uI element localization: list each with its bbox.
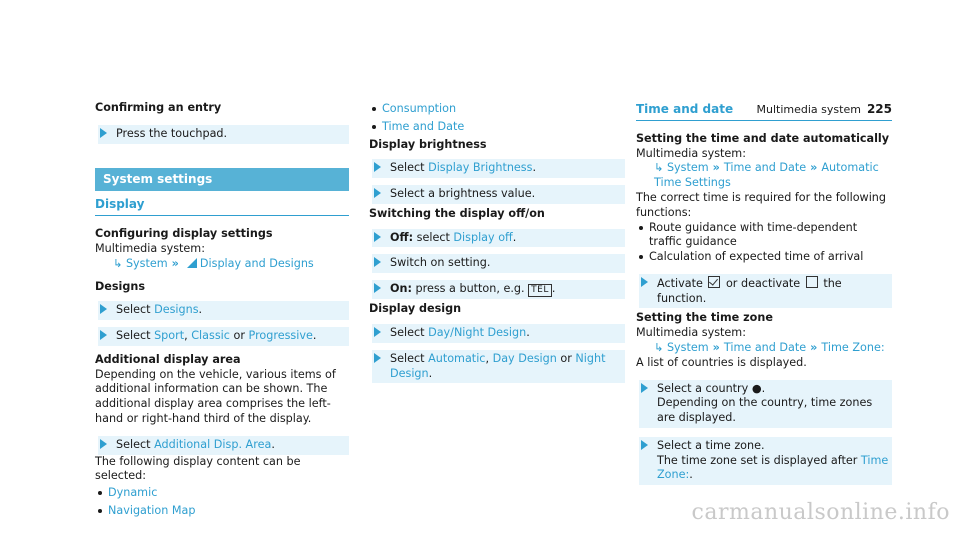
on-label: On: — [390, 282, 412, 296]
progressive-link[interactable]: Progressive — [248, 329, 313, 343]
step-arrow-icon — [374, 188, 381, 198]
step-arrow-icon — [374, 162, 381, 172]
step-arrow-icon — [374, 257, 381, 267]
step-note — [657, 454, 892, 484]
step-arrow-icon — [641, 440, 648, 450]
sport-link[interactable]: Sport — [154, 329, 185, 343]
menu-path — [636, 161, 892, 191]
path-system-link[interactable]: System — [666, 161, 709, 175]
display-off-link[interactable]: Display off — [453, 230, 513, 244]
confirm-title: Confirming an entry — [95, 101, 222, 114]
step-text: Select — [116, 329, 155, 343]
menu-path — [95, 257, 349, 272]
list-item-text: Route guidance with time-dependent traffic guidance — [649, 220, 858, 249]
off-label: Off: — [390, 230, 414, 244]
path-arrow-icon: ↳ — [113, 256, 123, 270]
step-note-text: . — [689, 468, 693, 482]
step-arrow-icon — [100, 330, 107, 340]
menu-path — [636, 341, 892, 356]
step-arrow-icon — [374, 232, 381, 242]
time-date-link[interactable]: Time and Date — [382, 119, 465, 133]
designs-title: Designs — [95, 279, 145, 293]
step-text: press a button, e.g. — [411, 282, 529, 296]
right-column — [636, 102, 892, 485]
list-item — [95, 504, 349, 519]
step-text: Select a brightness value. — [390, 187, 536, 201]
double-chevron-icon: » — [810, 340, 818, 354]
additional-title: Additional display area — [95, 352, 241, 366]
switch-title: Switching the display off/on — [369, 206, 545, 220]
multimedia-label: Multimedia system: — [636, 326, 746, 340]
navigation-map-link[interactable]: Navigation Map — [108, 503, 196, 517]
sep-text: , — [184, 329, 192, 343]
step-text: Activate — [657, 276, 707, 290]
step-note: Depending on the country, time zones are displayed. — [657, 396, 873, 425]
additional-link[interactable]: Additional Disp. Area — [154, 437, 272, 451]
step-arrow-icon — [374, 353, 381, 363]
checked-box-icon — [708, 276, 720, 288]
designs-step: Select Designs. — [98, 301, 349, 320]
config-title: Configuring display settings — [95, 227, 273, 241]
path-display-link[interactable]: Display and Designs — [199, 256, 314, 270]
day-design-link[interactable]: Day Design — [492, 351, 557, 365]
step-text: Select — [116, 437, 155, 451]
double-chevron-icon: » — [712, 161, 720, 175]
confirm-step — [98, 125, 349, 144]
step-arrow-icon — [641, 383, 648, 393]
list-item — [636, 250, 892, 265]
correct-text: The correct time is required for the following functions: — [636, 190, 886, 219]
or-text: or — [556, 351, 576, 365]
path-time-link[interactable]: Time and Date — [723, 161, 807, 175]
sep-text: , — [485, 351, 493, 365]
step-arrow-icon — [100, 304, 107, 314]
style-step: Select Sport, Classic or Progressive. — [98, 327, 349, 346]
list-item — [636, 221, 892, 251]
time-zone-link[interactable]: Time Zone: — [657, 453, 889, 482]
list-item — [369, 120, 625, 135]
day-night-link[interactable]: Day/Night Design — [428, 326, 527, 340]
design-title: Display design — [369, 302, 462, 316]
step-text: select — [413, 230, 454, 244]
multimedia-label: Multimedia system: — [636, 146, 746, 160]
list-text: A list of countries is displayed. — [636, 355, 807, 369]
middle-column — [369, 102, 625, 383]
path-arrow-icon: ↳ — [654, 161, 664, 175]
path-system-link[interactable]: System — [125, 256, 168, 270]
classic-link[interactable]: Classic — [191, 329, 230, 343]
design-step: Select Day/Night Design. — [372, 324, 625, 343]
path-time-link[interactable]: Time and Date — [723, 340, 807, 354]
display-triangle-icon — [187, 258, 197, 268]
path-arrow-icon: ↳ — [654, 340, 664, 354]
on-step: On: press a button, e.g. TEL . — [372, 280, 625, 299]
brightness-link[interactable]: Display Brightness — [428, 161, 533, 175]
zone-title: Setting the time zone — [636, 311, 773, 325]
step-text: Switch on setting. — [390, 256, 491, 270]
step-arrow-icon — [100, 439, 107, 449]
tel-key-icon: TEL — [528, 284, 552, 297]
list-item — [95, 486, 349, 501]
off-step: Off: select Display off. — [372, 229, 625, 248]
left-column — [95, 101, 349, 519]
time-date-head: Time and date — [636, 102, 892, 121]
list-item-text: Calculation of expected time of arrival — [649, 250, 864, 264]
brightness-step: Select Display Brightness. — [372, 159, 625, 178]
designs-link[interactable]: Designs — [154, 303, 199, 317]
display-subhead: Display — [95, 197, 349, 216]
system-settings-banner: System settings — [95, 168, 349, 192]
step-text: Select — [390, 326, 429, 340]
page-number: 225 — [866, 102, 892, 116]
path-zone-link[interactable]: Time Zone: — [821, 340, 885, 354]
path-system-link[interactable]: System — [666, 340, 709, 354]
step-text: Select — [116, 303, 155, 317]
step-arrow-icon — [641, 277, 648, 287]
step-arrow-icon — [374, 283, 381, 293]
double-chevron-icon: » — [810, 161, 818, 175]
switch-on-step — [372, 254, 625, 273]
brightness-title: Display brightness — [369, 137, 487, 151]
double-chevron-icon: » — [171, 256, 179, 270]
list-item — [369, 102, 625, 117]
step-text: or deactivate — [722, 276, 804, 290]
unchecked-box-icon — [806, 276, 818, 288]
additional-step: Select Additional Disp. Area. — [98, 436, 349, 455]
night-design-link[interactable]: Night Design — [390, 351, 606, 380]
zone-step — [639, 437, 892, 485]
double-chevron-icon: » — [712, 340, 720, 354]
brightness-value-step — [372, 185, 625, 204]
auto-step: Select Automatic, Day Design or Night Design. — [372, 350, 625, 384]
following-text: The following display content can be selected: — [95, 454, 301, 483]
step-text: the function. — [657, 276, 842, 305]
multimedia-label: Multimedia system: — [95, 242, 205, 255]
auto-title: Setting the time and date automatically — [636, 131, 890, 145]
step-note-text: The time zone set is displayed after — [657, 453, 861, 467]
step-arrow-icon — [374, 327, 381, 337]
or-text: or — [229, 329, 249, 343]
confirm-step-text: Press the touchpad. — [116, 126, 228, 140]
additional-text: Depending on the vehicle, various items of additional information can be shown. The additional display area comprises the left-hand or right-hand third of the display. — [95, 367, 336, 426]
country-step — [639, 380, 892, 428]
automatic-link[interactable]: Automatic — [428, 351, 486, 365]
header-section: Multimedia system — [756, 103, 861, 116]
watermark: carmanualsonline.info — [691, 499, 950, 525]
step-text: Select a time zone. — [657, 438, 765, 452]
consumption-link[interactable]: Consumption — [382, 102, 457, 115]
path-auto-link[interactable]: Automatic Time Settings — [654, 161, 879, 190]
activate-step — [639, 274, 892, 309]
step-arrow-icon — [100, 128, 107, 138]
step-text: Select — [390, 351, 429, 365]
step-text: Select — [390, 161, 429, 175]
step-text: Select a country ●. — [657, 381, 766, 395]
dynamic-link[interactable]: Dynamic — [108, 486, 158, 500]
